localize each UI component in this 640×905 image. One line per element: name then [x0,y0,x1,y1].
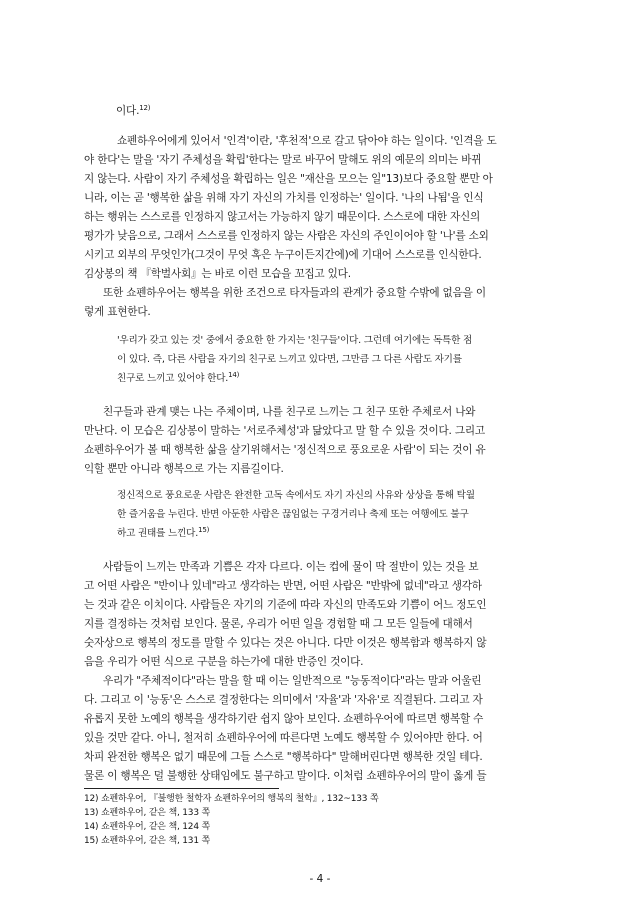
paragraph-line: 사람들이 느끼는 만족과 기쁨은 각자 다르다. 이는 컵에 물이 딱 절반이 있는 것을 보 [103,561,479,573]
paragraph-line: 익할 뿐만 아니라 행복으로 가는 지름길이다. [84,463,284,475]
paragraph-line: 야 한다'는 말을 '자기 주체성을 확립'한다는 말로 바꾸어 말해도 위의 예문의 의미는 바뀌 [84,154,482,166]
block-quote-line: 이 있다. 즉, 다른 사람을 자기의 친구로 느끼고 있다면, 그만큼 그 다른 사람도 자기를 [117,354,462,365]
paragraph-line: 지를 결정하는 것처럼 보인다. 물론, 우리가 어떤 일을 경험할 때 그 모든 일들에 대해서 [84,618,473,630]
footnote: 15) 쇼펜하우어, 같은 책, 131 쪽 [84,836,211,846]
block-quote-line: 정신적으로 풍요로운 사람은 완전한 고독 속에서도 자기 자신의 사유와 상상을 통해 탁월 [117,490,475,501]
block-quote-line: 한 즐거움을 누린다. 반면 아둔한 사람은 끊임없는 구경거리나 축제 또는 여행에도 불구 [117,509,469,520]
paragraph-line: 쇼펜하우어에게 있어서 '인격'이란, '후천적'으로 갈고 닦아야 하는 일이다. '인격을 도 [117,135,497,147]
paragraph-line: 만난다. 이 모습은 김상봉이 말하는 '서로주체성'과 닮았다고 말 할 수 있을 것이다. 그리고 [84,425,485,437]
footnote: 14) 쇼펜하우어, 같은 책, 124 쪽 [84,822,211,832]
paragraph-line: 쇼펜하우어가 볼 때 행복한 삶을 살기위해서는 '정신적으로 풍요로운 사람'이 되는 것이 유 [84,444,486,456]
paragraph-line: 하는 행위는 스스로를 인정하지 않고서는 가능하지 않기 때문이다. 스스로에 대한 자신의 [84,211,481,223]
paragraph-line: 유롭지 못한 노예의 행복을 생각하기란 쉽지 않아 보인다. 쇼펜하우어에 따르면 행복할 수 [84,713,484,725]
footnote-ref-14: 14) [228,371,240,379]
paragraph-line: 시키고 외부의 무엇인가(그것이 무엇 혹은 누구이든지간에)에 기대어 스스로를 인식한다. [84,249,482,261]
paragraph-line: 우리가 "주체적이다"라는 말을 할 때 이는 일반적으로 "능동적이다"라는 말과 어울린 [103,675,482,687]
paragraph-line: 물론 이 행복은 덜 불행한 상태임에도 불구하고 말이다. 이처럼 쇼펜하우어의 말이 옳게 들 [84,770,487,782]
paragraph-line: 는 것과 같은 이치이다. 사람들은 자기의 기준에 따라 자신의 만족도와 기쁨이 어느 정도인 [84,599,487,611]
paragraph-line: 있을 것만 같다. 아니, 철저히 쇼펜하우어에 따른다면 노예도 행복할 수 있어야만 한다. 어 [84,732,483,744]
paragraph-line: 음을 우리가 어떤 식으로 구분을 하는가에 대한 반증인 것이다. [84,656,364,668]
top-line-text: 이다. [116,105,140,117]
paragraph-line: 김상봉의 책 『학벌사회』는 바로 이런 모습을 꼬집고 있다. [84,268,351,280]
paragraph-line: 숫자상으로 행복의 정도를 말할 수 있다는 것은 아니다. 다만 이것은 행복함과 행복하지 않 [84,637,487,649]
paragraph-line: 다. 그리고 이 '능동'은 스스로 결정한다는 의미에서 '자율'과 '자유'로 직결된다. 그리고 자 [84,694,483,706]
top-line [116,104,150,118]
block-quote-line [117,372,239,386]
footnote-ref-12: 12) [139,104,151,112]
block-quote-line: '우리가 갖고 있는 것' 중에서 중요한 한 가지는 '친구들'이다. 그런데 여기에는 독특한 점 [117,335,473,346]
paragraph-line: 친구들과 관계 맺는 나는 주체이며, 나를 친구로 느끼는 그 친구 또한 주체로서 나와 [103,406,476,418]
paragraph-line: 또한 쇼펜하우어는 행복을 위한 조건으로 타자들과의 관계가 중요할 수밖에 없음을 이 [103,287,486,299]
paragraph-line: 고 어떤 사람은 "반이나 있네"라고 생각하는 반면, 어떤 사람은 "반밖에 없네"라고 생각하 [84,580,482,592]
footnote: 12) 쇼펜하우어, 『불행한 철학자 쇼펜하우어의 행복의 철학』, 132~133 쪽 [84,794,379,804]
footnote-divider [84,788,279,789]
paragraph-line: 니라, 이는 곧 '행복한 삶을 위해 자기 자신의 가치를 인정하는' 일이다. '나의 나됨'을 인식 [84,192,484,204]
paragraph-line: 지 않는다. 사람이 자기 주체성을 확립하는 일은 "재산을 모으는 일"13)보다 중요할 뿐만 아 [84,173,493,185]
footnote: 13) 쇼펜하우어, 같은 책, 133 쪽 [84,808,211,818]
page-number: - 4 - [309,873,331,885]
paragraph-line: 렇게 표현한다. [84,306,151,318]
block-quote-text: 하고 권태를 느낀다. [117,528,199,539]
block-quote-text: 친구로 느끼고 있어야 한다. [117,373,229,384]
footnote-ref-15: 15) [198,526,210,534]
block-quote-line [117,527,209,541]
paragraph-line: 차피 완전한 행복은 없기 때문에 그들 스스로 "행복하다" 말해버린다면 행복한 것일 테다. [84,751,483,763]
paragraph-line: 평가가 낮음으로, 그래서 스스로를 인정하지 않는 사람은 자신의 주인이어야 할 '나'를 소외 [84,230,489,242]
